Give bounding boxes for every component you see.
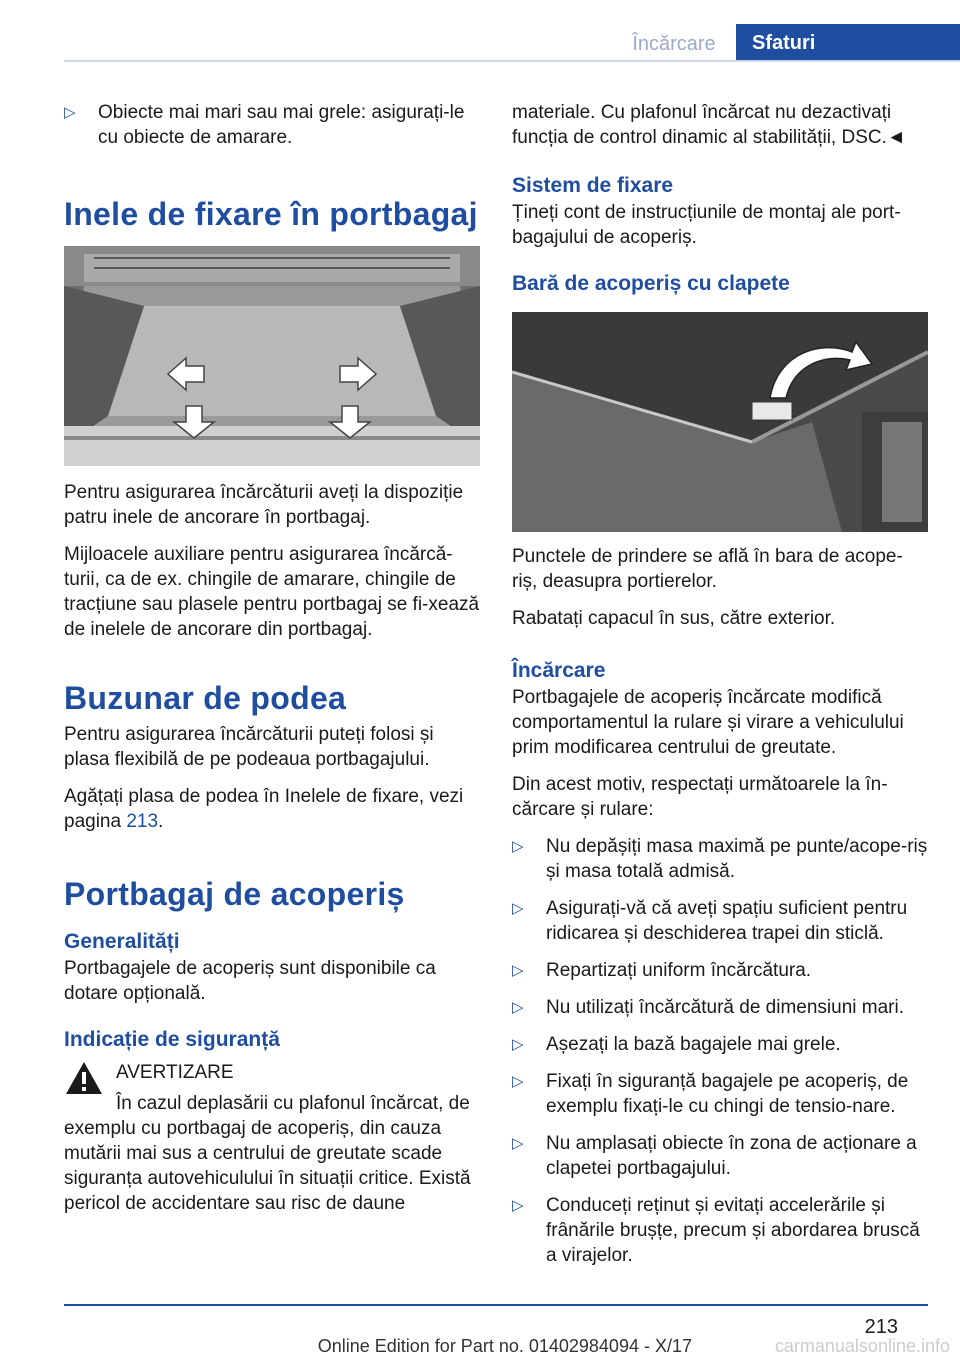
bullet-item — [64, 100, 484, 150]
bullet-item: ▷ Așezați la bază bagajele mai grele. — [512, 1034, 841, 1055]
triangle-right-icon: ▷ — [512, 999, 524, 1016]
footer-rule — [64, 1304, 928, 1306]
paragraph: Portbagajele de acoperiș încărcate modifică comportamentul la rulare și virare a vehiculului prim modificarea centrului de greutate. — [512, 687, 904, 758]
heading-rings: Inele de fixare în portbagaj — [64, 196, 478, 232]
triangle-right-icon: ▷ — [512, 900, 524, 917]
edition-footer: Online Edition for Part no. 01402984094 - X/17 — [317, 1336, 692, 1356]
watermark: carmanualsonline.info — [774, 1336, 950, 1356]
trunk-photo — [64, 246, 480, 466]
warning-triangle-icon — [64, 1060, 104, 1096]
subheading-fixing: Sistem de fixare — [512, 174, 674, 197]
triangle-right-icon: ▷ — [512, 1036, 524, 1053]
paragraph: Portbagajele de acoperiș sunt disponibile ca dotare opțională. — [64, 958, 436, 1004]
triangle-right-icon: ▷ — [512, 1135, 524, 1152]
triangle-right-icon: ▷ — [64, 104, 76, 121]
triangle-right-icon: ▷ — [512, 1197, 524, 1214]
subheading-loading: Încărcare — [512, 659, 606, 682]
heading-roof: Portbagaj de acoperiș — [64, 876, 405, 912]
paragraph: Punctele de prindere se află în bara de acope-riș, deasupra portierelor. — [512, 546, 903, 592]
warning-block — [64, 1060, 484, 1085]
header-active-tab[interactable]: Sfaturi — [736, 24, 960, 62]
warning-text: În cazul deplasării cu plafonul încărcat, de exemplu cu portbagaj de acoperiș, din cauza mutării mai sus a centrului de greutate scade siguranța autovehiculului în situații critice. Există pericol de accidentare sau risc de daune — [64, 1093, 471, 1214]
paragraph: materiale. Cu plafonul încărcat nu dezactivați funcția de control dinamic al stabilității, DSC.◄ — [512, 102, 906, 148]
paragraph: Mijloacele auxiliare pentru asigurarea încărcă-turii, ca de ex. chingile de amarare, chingile de tracțiune sau plasele pentru portbagaj se fi-xează de inelele de ancorare din portbagaj. — [64, 544, 480, 640]
bullet-item: ▷ Conduceți reținut și evitați accelerările și frânările brușțe, precum și abordarea bruscă a virajelor. — [512, 1195, 920, 1266]
loading-bullet-list — [512, 834, 928, 1268]
paragraph: Rabatați capacul în sus, către exterior. — [512, 608, 836, 629]
header-rule — [64, 60, 960, 62]
subheading-roof-bar: Bară de acoperiș cu clapete — [512, 272, 790, 295]
right-column — [512, 100, 928, 1280]
bullet-item: ▷ Nu amplasați obiecte în zona de acționare a clapetei portbagajului. — [512, 1133, 917, 1179]
bullet-text: Obiecte mai mari sau mai grele: asigurați-le cu obiecte de amarare. — [98, 102, 465, 148]
left-column — [64, 100, 484, 1216]
page-number: 213 — [864, 1316, 898, 1338]
bullet-item: ▷ Nu utilizați încărcătură de dimensiuni mari. — [512, 997, 904, 1018]
header-section-tab[interactable]: Încărcare — [632, 33, 716, 55]
page-link[interactable]: 213 — [126, 811, 159, 832]
heading-pocket: Buzunar de podea — [64, 680, 347, 716]
bullet-item: ▷ Fixați în siguranță bagajele pe acoperiș, de exemplu fixați-le cu chingi de tensio-nare. — [512, 1071, 909, 1117]
triangle-right-icon: ▷ — [512, 1073, 524, 1090]
triangle-right-icon: ▷ — [512, 838, 524, 855]
paragraph: Țineți cont de instrucțiunile de montaj ale port-bagajului de acoperiș. — [512, 202, 901, 248]
roof-bar-photo — [512, 312, 928, 532]
paragraph-link: Agățați plasa de podea în Inelele de fixare, vezi pagina 213. — [64, 786, 464, 832]
triangle-right-icon: ▷ — [512, 962, 524, 979]
subheading-general: Generalități — [64, 930, 180, 953]
warning-title: AVERTIZARE — [116, 1062, 234, 1083]
paragraph: Pentru asigurarea încărcăturii aveți la dispoziție patru inele de ancorare în portbagaj. — [64, 482, 464, 528]
bullet-item: ▷ Asigurați-vă că aveți spațiu suficient pentru ridicarea și deschiderea trapei din sticlă. — [512, 898, 908, 944]
subheading-safety: Indicație de siguranță — [64, 1028, 280, 1051]
paragraph: Pentru asigurarea încărcăturii puteți folosi și plasa flexibilă de pe podeaua portbagajului. — [64, 724, 434, 770]
bullet-item: ▷ Repartizați uniform încărcătura. — [512, 960, 812, 981]
bullet-item: ▷ Nu depășiți masa maximă pe punte/acope-riș și masa totală admisă. — [512, 836, 928, 882]
paragraph: Din acest motiv, respectați următoarele la în-cărcare și rulare: — [512, 774, 888, 820]
